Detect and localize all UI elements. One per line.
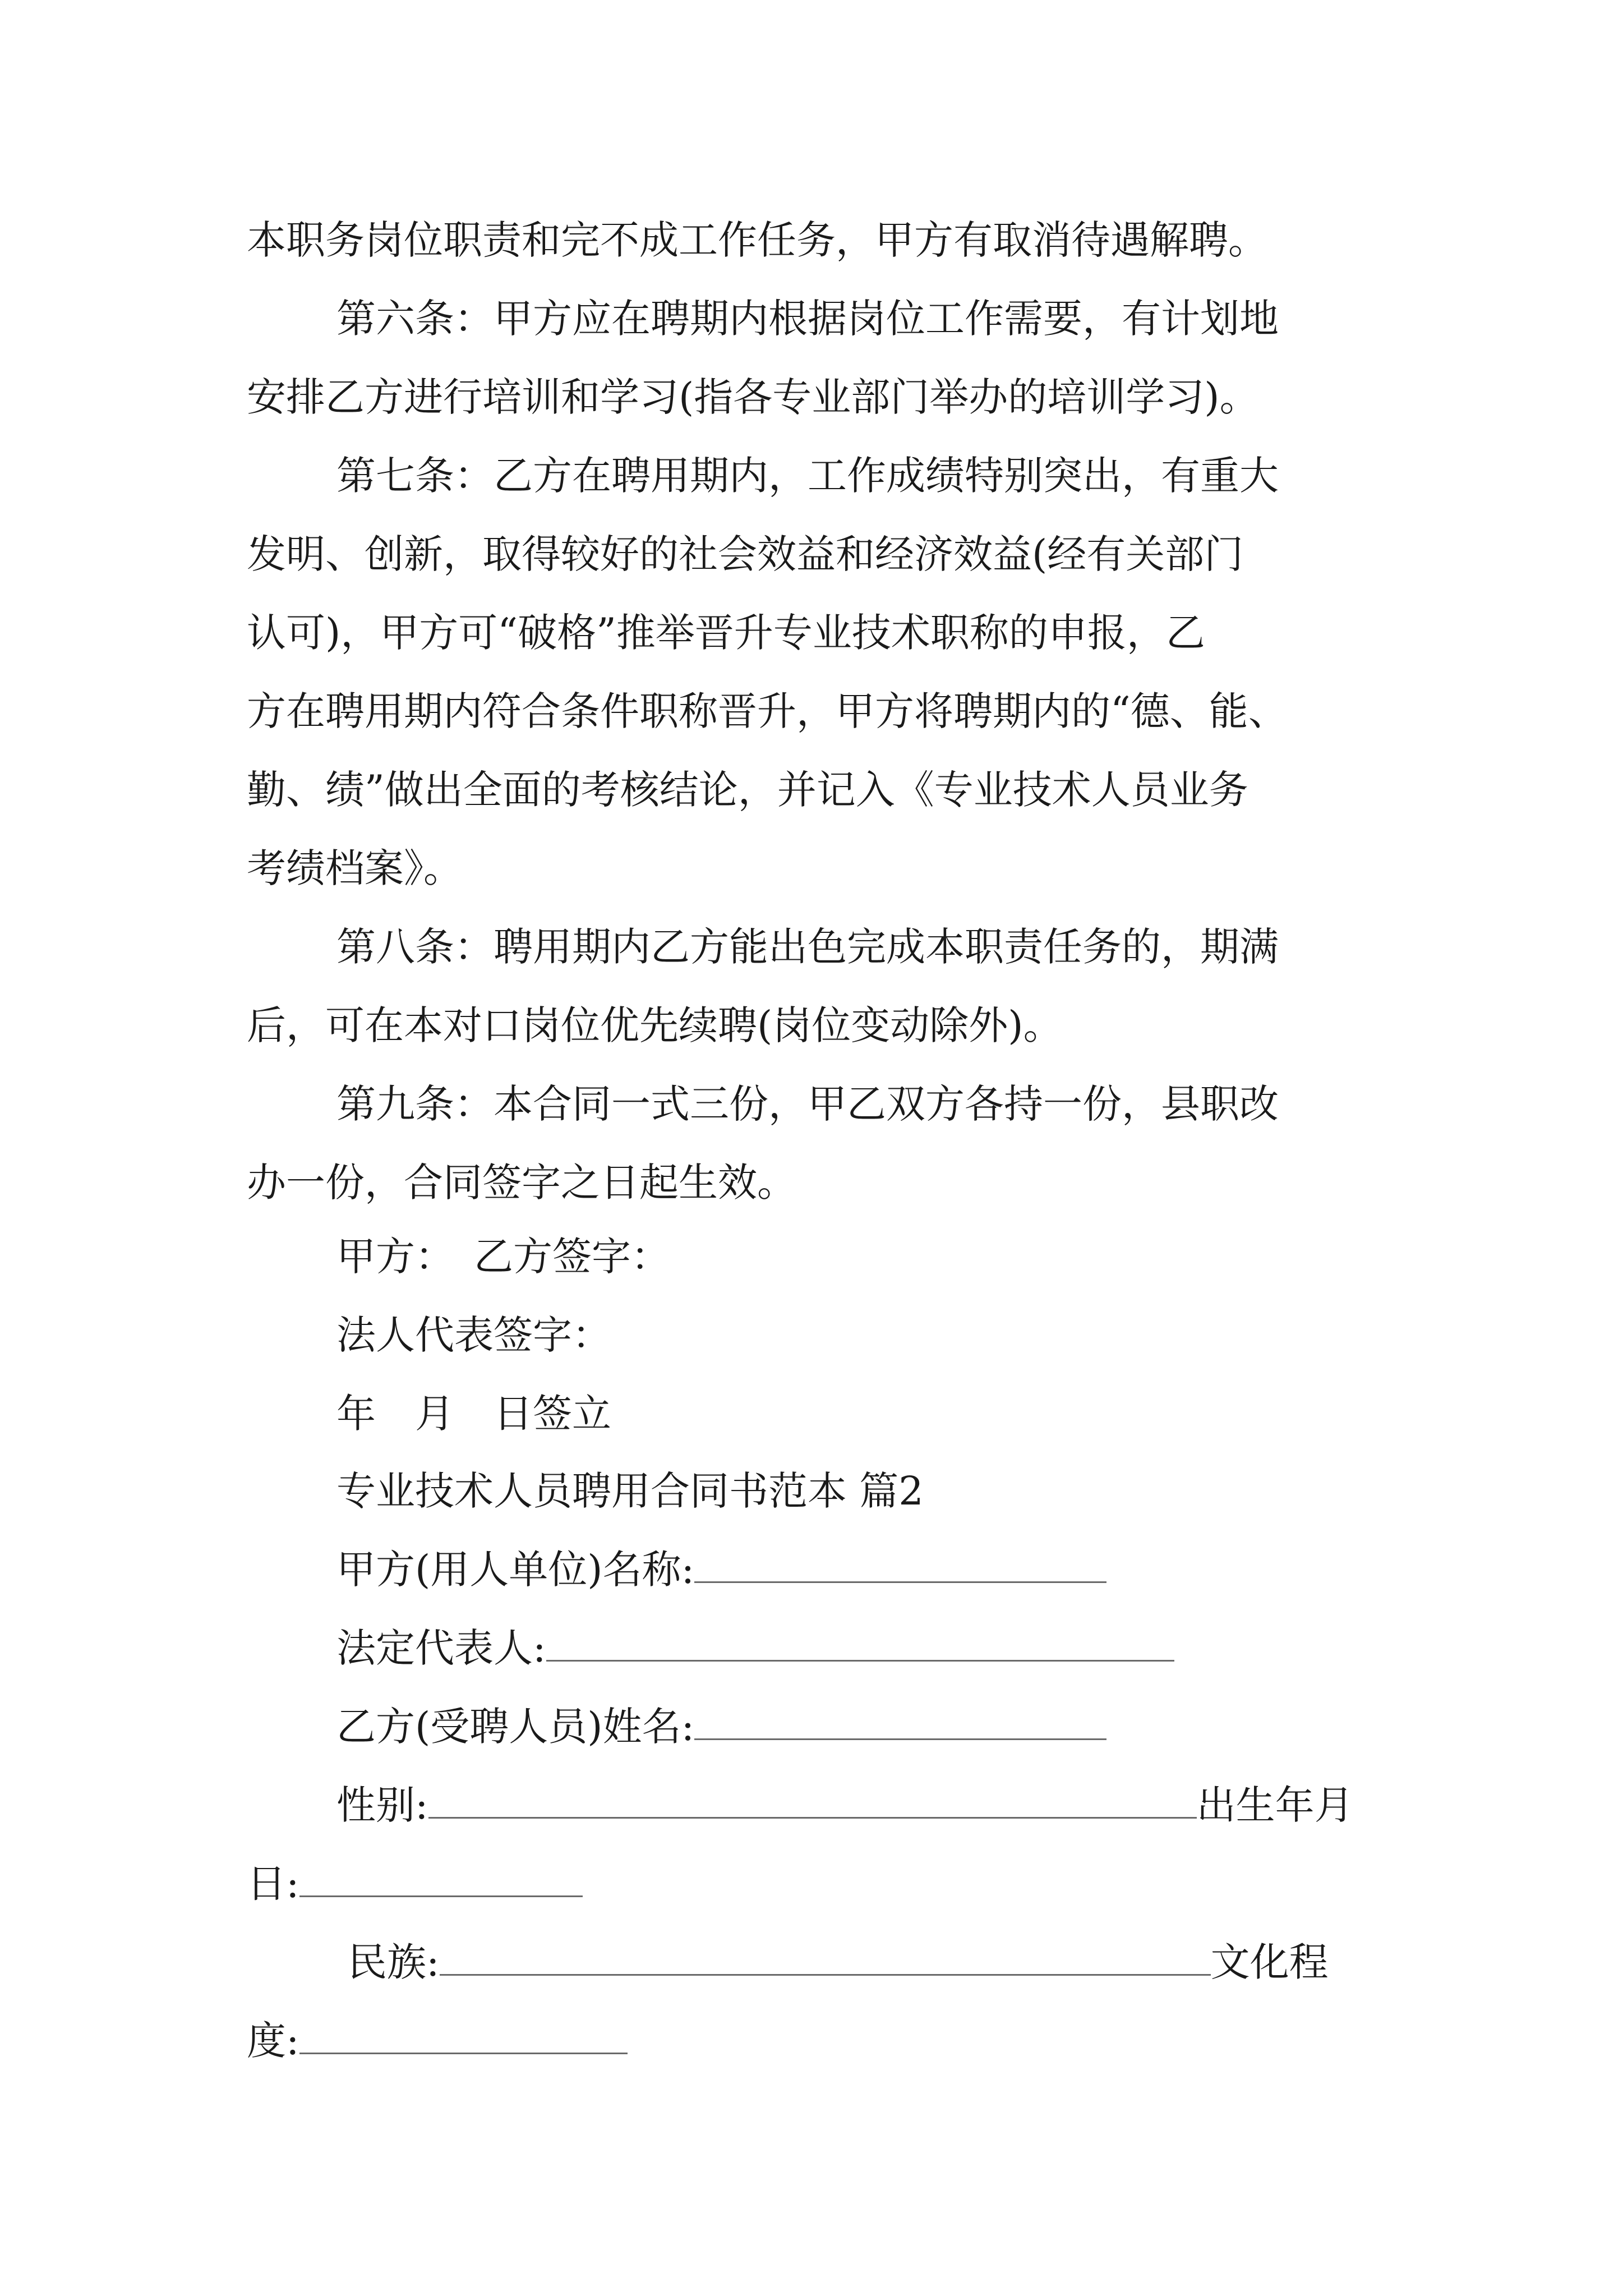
gender-label: 性别: <box>336 1782 428 1828</box>
employer-name-field <box>336 1542 1106 1598</box>
paragraph-line: 认可)，甲方可“破格”推举晋升专业技术职称的申报，乙 <box>247 610 1205 656</box>
employee-name-label: 乙方(受聘人员)姓名: <box>336 1704 695 1750</box>
paragraph-line: 后，可在本对口岗位优先续聘(岗位变动除外)。 <box>247 1002 1063 1048</box>
signing-date-line: 年 月 日签立 <box>336 1391 611 1437</box>
ethnicity-blank <box>440 1968 1211 1976</box>
paragraph-line: 发明、创新，取得较好的社会效益和经济效益(经有关部门 <box>247 531 1244 577</box>
paragraph-line: 本职务岗位职责和完不成工作任务，甲方有取消待遇解聘。 <box>247 217 1267 263</box>
birth-date-label: 出生年月 <box>1196 1782 1354 1828</box>
employer-name-label: 甲方(用人单位)名称: <box>336 1547 695 1593</box>
paragraph-line: 方在聘用期内符合条件职称晋升，甲方将聘期内的“德、能、 <box>247 688 1288 734</box>
education-suffix-label: 度: <box>247 2018 299 2064</box>
employee-name-blank <box>694 1733 1106 1740</box>
paragraph-line: 考绩档案》。 <box>247 845 463 891</box>
gender-birth-field <box>336 1777 1354 1833</box>
paragraph-line: 办一份，合同签字之日起生效。 <box>247 1159 796 1205</box>
article-7-line: 第七条：乙方在聘用期内，工作成绩特别突出，有重大 <box>336 453 1279 499</box>
birth-day-field <box>247 1856 583 1912</box>
employer-name-blank <box>694 1576 1106 1583</box>
ethnicity-education-field <box>348 1934 1329 1990</box>
paragraph-line: 安排乙方进行培训和学习(指各专业部门举办的培训学习)。 <box>247 374 1259 420</box>
ethnicity-label: 民族: <box>348 1939 440 1985</box>
signature-parties-line: 甲方： 乙方签字： <box>336 1234 670 1280</box>
article-8-line: 第八条：聘用期内乙方能出色完成本职责任务的，期满 <box>336 924 1279 970</box>
education-label: 文化程 <box>1210 1939 1329 1985</box>
legal-rep-label: 法定代表人: <box>336 1625 546 1671</box>
paragraph-line: 勤、绩”做出全面的考核结论，并记入《专业技术人员业务 <box>247 767 1248 813</box>
employee-name-field <box>336 1699 1106 1755</box>
article-9-line: 第九条：本合同一式三份，甲乙双方各持一份，县职改 <box>336 1081 1279 1127</box>
birth-day-label: 日: <box>247 1861 299 1907</box>
legal-rep-blank <box>546 1654 1174 1662</box>
legal-rep-signature-line: 法人代表签字： <box>336 1312 611 1358</box>
legal-rep-field <box>336 1620 1174 1676</box>
section-title: 专业技术人员聘用合同书范本 篇2 <box>336 1468 924 1514</box>
article-6-line: 第六条：甲方应在聘期内根据岗位工作需要，有计划地 <box>336 296 1279 342</box>
birth-day-blank <box>299 1890 583 1897</box>
education-blank <box>299 2047 628 2054</box>
gender-blank <box>428 1811 1197 1819</box>
education-field <box>247 2013 628 2069</box>
